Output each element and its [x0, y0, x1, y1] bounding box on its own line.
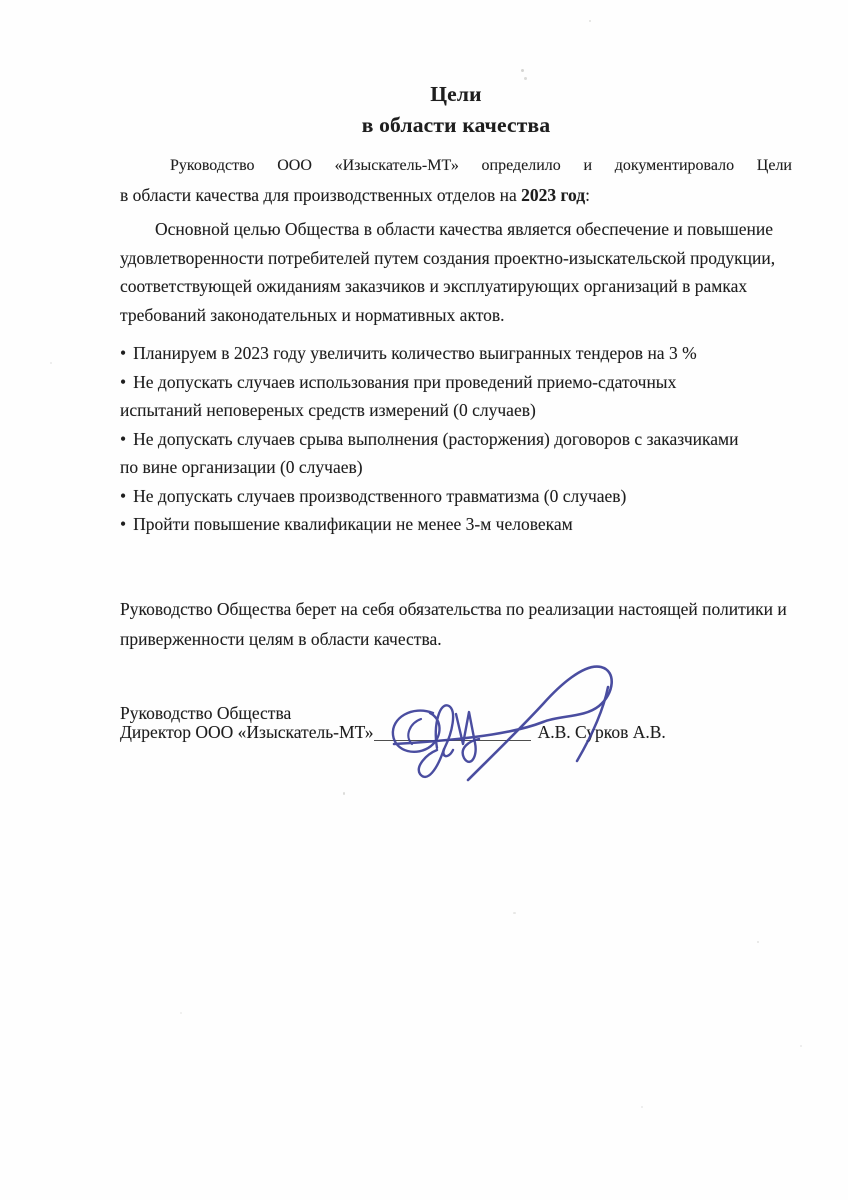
intro-line-2-text: в области качества для производственных отделов на — [120, 184, 522, 205]
intro-line-1: Руководство ООО «Изыскатель-МТ» определило и документировало Цели — [170, 157, 792, 174]
document-title — [120, 79, 792, 141]
scan-speck — [50, 362, 52, 364]
goal-item-continuation: испытаний неповереных средств измерений (0 случаев) — [120, 400, 536, 420]
main-goal-line-4: требований законодательных и нормативных актов. — [120, 304, 505, 325]
scan-speck — [521, 69, 524, 72]
scan-speck — [800, 1045, 802, 1047]
commitment-line-1: Руководство Общества берет на себя обязательства по реализации настоящей политики и — [120, 599, 787, 619]
goal-item — [120, 510, 800, 539]
goal-item — [120, 368, 800, 397]
scan-speck — [180, 1012, 182, 1014]
signature-stroke — [419, 749, 444, 777]
goal-item-continuation: по вине организации (0 случаев) — [120, 457, 363, 477]
signature-role-line-2: Директор ООО «Изыскатель-МТ» — [120, 722, 374, 742]
scan-speck — [513, 912, 516, 914]
bullet-marker: • — [120, 371, 127, 392]
intro-line-2-tail: : — [585, 184, 590, 205]
goal-item — [120, 425, 800, 454]
main-goal-line-3: соответствующей ожиданиям заказчиков и эксплуатирующих организаций в рамках — [120, 276, 748, 296]
year-bold-text: 2023 год — [521, 184, 586, 205]
goal-item — [120, 339, 800, 368]
scan-speck — [524, 77, 527, 80]
bullet-marker: • — [120, 343, 127, 363]
goal-text: Не допускать случаев срыва выполнения (расторжения) договоров с заказчиками — [133, 428, 739, 449]
commitment-line-2: приверженности целям в области качества. — [120, 629, 442, 649]
signature-underline — [374, 725, 531, 741]
main-goal-paragraph — [120, 215, 800, 329]
scan-speck — [589, 20, 591, 22]
bullet-marker: • — [120, 428, 127, 449]
scan-speck — [757, 941, 759, 943]
bullet-marker: • — [120, 514, 127, 534]
intro-line-2 — [120, 181, 800, 210]
signature-block — [120, 704, 800, 742]
goal-text: Не допускать случаев использования при проведений приемо-сдаточных — [133, 371, 677, 392]
bullet-marker: • — [120, 485, 127, 506]
goal-text: Планируем в 2023 году увеличить количество выигранных тендеров на 3 % — [133, 343, 697, 363]
scan-speck — [641, 1106, 643, 1108]
goal-item — [120, 482, 800, 511]
scan-speck — [343, 792, 345, 795]
title-line-2: в области качества — [361, 113, 551, 137]
goal-text: Пройти повышение квалификации не менее 3-м человекам — [133, 514, 573, 534]
commitment-paragraph — [120, 594, 800, 654]
signature-role-line-1: Руководство Общества — [120, 703, 292, 723]
main-goal-line-2: удовлетворенности потребителей путем создания проектно-изыскательской продукции, — [120, 247, 776, 268]
goals-list — [120, 339, 800, 539]
signatory-name: А.В. Сурков А.В. — [537, 722, 666, 742]
signature-row — [120, 723, 800, 742]
main-goal-line-1: Основной целью Общества в области качества является обеспечение и повышение — [155, 219, 773, 239]
intro-paragraph — [120, 152, 800, 209]
title-line-1: Цели — [430, 82, 482, 106]
goal-text: Не допускать случаев производственного травматизма (0 случаев) — [133, 485, 627, 506]
